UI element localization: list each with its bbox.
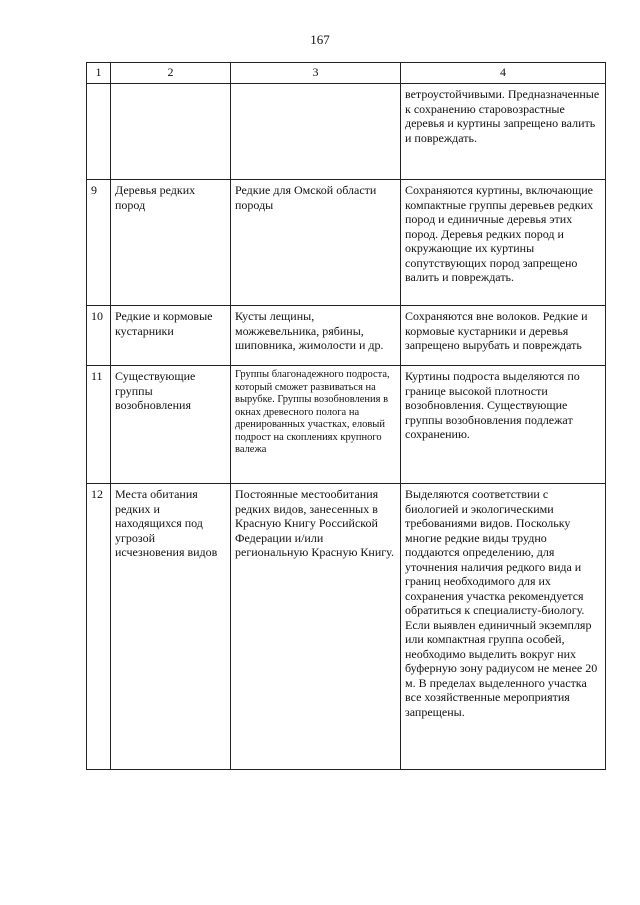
table-row [87,306,606,366]
document-table [86,62,606,770]
object-description-cell: Редкие для Омской области породы [231,180,401,306]
header-cell-2: 2 [111,63,231,84]
table-header-row [87,63,606,84]
requirement-cell: Выделяются соответствии с биологией и экологическими требованиями видов. Поскольку многие редкие виды трудно поддаются определению, для уточнения наличия редкого вида и границ необходимого для их сохранения участка рекомендуется обратиться к специалисту-биологу. Если выявлен единичный экземпляр или компактная группа особей, необходимо выделить вокруг них буферную зону радиусом не менее 20 м. В пределах выделенного участка все хозяйственные мероприятия запрещены. [401,484,606,770]
table-row [87,180,606,306]
object-name-cell: Места обитания редких и находящихся под угрозой исчезновения видов [111,484,231,770]
row-number-cell: 11 [87,366,111,484]
object-name-cell: Существующие группы возобновления [111,366,231,484]
requirement-cell: ветроустойчивыми. Предназначенные к сохранению старовозрастные деревья и куртины запрещено валить и повреждать. [401,84,606,180]
requirement-cell: Сохраняются вне волоков. Редкие и кормовые кустарники и деревья запрещено вырубать и повреждать [401,306,606,366]
table-row [87,366,606,484]
table-row [87,484,606,770]
object-description-cell [231,84,401,180]
object-description-cell: Группы благонадежного подроста, который сможет развиваться на вырубке. Группы возобновления в окнах древесного полога на дренированных участках, еловый подрост на скоплениях крупного валежа [231,366,401,484]
page-number: 167 [310,32,330,47]
row-number-cell: 9 [87,180,111,306]
object-description-cell: Постоянные местообитания редких видов, занесенных в Красную Книгу Российской Федерации и/или региональную Красную Книгу. [231,484,401,770]
requirement-cell: Куртины подроста выделяются по границе высокой плотности возобновления. Существующие группы возобновления подлежат сохранению. [401,366,606,484]
object-description-cell: Кусты лещины, можжевельника, рябины, шиповника, жимолости и др. [231,306,401,366]
row-number-cell [87,84,111,180]
header-cell-3: 3 [231,63,401,84]
object-name-cell: Редкие и кормовые кустарники [111,306,231,366]
row-number-cell: 12 [87,484,111,770]
requirement-cell: Сохраняются куртины, включающие компактные группы деревьев редких пород и единичные деревья этих пород. Деревья редких пород и окружающие их куртины сопутствующих пород запрещено валить и повреждать. [401,180,606,306]
row-number-cell: 10 [87,306,111,366]
header-cell-1: 1 [87,63,111,84]
object-name-cell [111,84,231,180]
table-row [87,84,606,180]
header-cell-4: 4 [401,63,606,84]
object-name-cell: Деревья редких пород [111,180,231,306]
